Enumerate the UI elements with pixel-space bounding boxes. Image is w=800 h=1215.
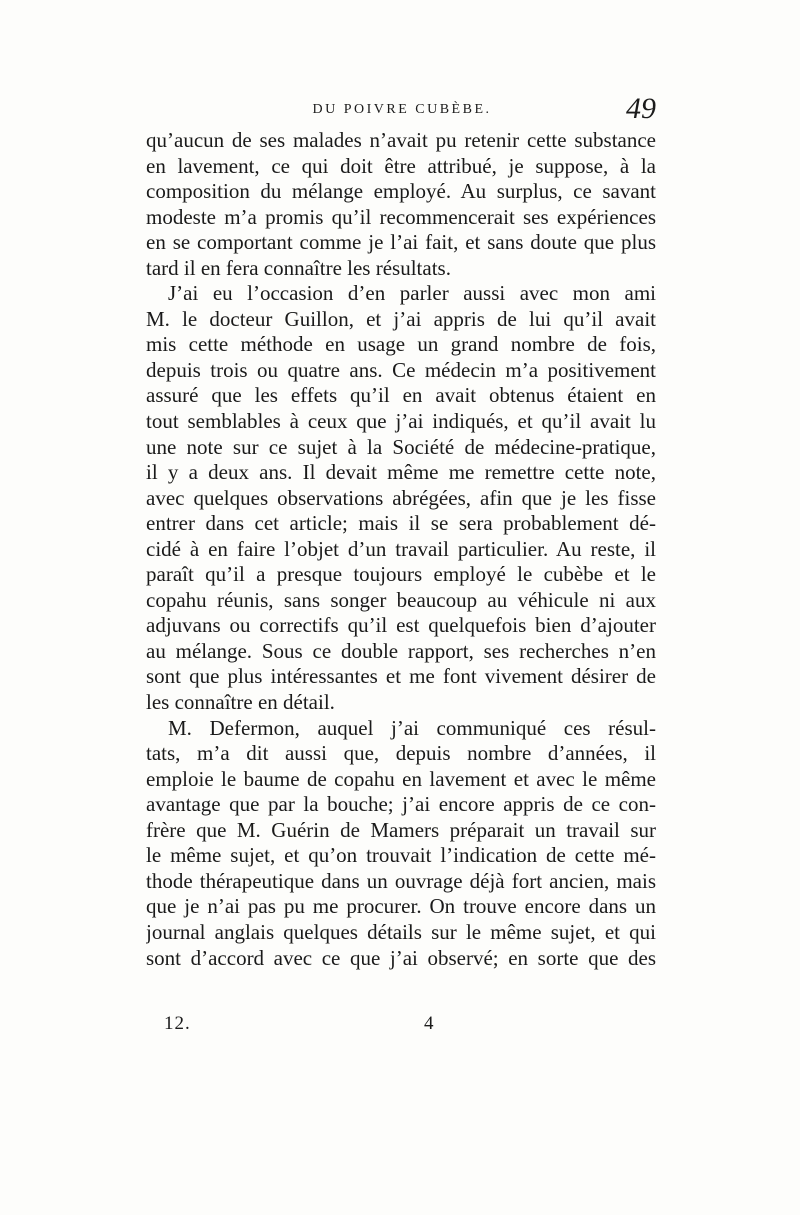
text-line: avec quelques observations abrégées, afin que je les fisse	[146, 485, 656, 510]
text-line: tats, m’a dit aussi que, depuis nombre d’années, il	[146, 741, 656, 766]
text-line: en lavement, ce qui doit être attribué, je suppose, à la	[146, 153, 656, 178]
paragraph-3	[146, 716, 656, 971]
text-line: depuis trois ou quatre ans. Ce médecin m’a positivement	[146, 357, 656, 382]
text-line: mis cette méthode en usage un grand nombre de fois,	[146, 332, 656, 357]
text-line: que je n’ai pas pu me procurer. On trouve encore dans un	[146, 894, 656, 919]
text-line: assuré que les effets qu’il en avait obtenus étaient en	[146, 383, 656, 408]
paragraph-2	[146, 281, 656, 715]
text-line: qu’aucun de ses malades n’avait pu retenir cette substance	[146, 128, 656, 152]
paragraph-1	[146, 128, 656, 281]
text-line: M. Defermon, auquel j’ai communiqué ces résul-	[168, 715, 656, 740]
signature-mark: 12.	[164, 1013, 191, 1034]
text-line: le même sujet, et qu’on trouvait l’indication de cette mé-	[146, 843, 656, 868]
text-line: thode thérapeutique dans un ouvrage déjà fort ancien, mais	[146, 868, 656, 893]
text-line: frère que M. Guérin de Mamers préparait un travail sur	[146, 817, 656, 842]
text-line: journal anglais quelques détails sur le même sujet, et qui	[146, 919, 656, 944]
text-line: tout semblables à ceux que j’ai indiqués, et qu’il avait lu	[146, 409, 656, 434]
sheet-number: 4	[424, 1013, 434, 1034]
text-line: copahu réunis, sans songer beaucoup au véhicule ni aux	[146, 587, 656, 612]
page-number: 49	[626, 92, 656, 125]
text-line: sont d’accord avec ce que j’ai observé; en sorte que des	[146, 945, 656, 970]
text-line: entrer dans cet article; mais il se sera probablement dé-	[146, 511, 656, 536]
text-line: paraît qu’il a presque toujours employé le cubèbe et le	[146, 562, 656, 587]
text-line: emploie le baume de copahu en lavement et avec le même	[146, 766, 656, 791]
text-line: au mélange. Sous ce double rapport, ses recherches n’en	[146, 638, 656, 663]
text-line: tard il en fera connaître les résultats.	[146, 255, 451, 280]
text-line: il y a deux ans. Il devait même me remettre cette note,	[146, 460, 656, 485]
text-line: en se comportant comme je l’ai fait, et sans doute que plus	[146, 230, 656, 255]
text-line: composition du mélange employé. Au surplus, ce savant	[146, 179, 656, 204]
text-line: sont que plus intéressantes et me font vivement désirer de	[146, 664, 656, 689]
running-title: DU POIVRE CUBÈBE.	[312, 102, 492, 117]
text-line: avantage que par la bouche; j’ai encore appris de ce con-	[146, 792, 656, 817]
text-line: modeste m’a promis qu’il recommencerait ses expériences	[146, 204, 656, 229]
text-line: cidé à en faire l’objet d’un travail particulier. Au reste, il	[146, 536, 656, 561]
body-text	[146, 128, 656, 971]
text-line: J’ai eu l’occasion d’en parler aussi avec mon ami	[168, 281, 656, 306]
text-line: M. le docteur Guillon, et j’ai appris de lui qu’il avait	[146, 306, 656, 331]
page-footer	[164, 1013, 664, 1043]
text-line: une note sur ce sujet à la Société de médecine-pratique,	[146, 434, 656, 459]
text-line: les connaître en détail.	[146, 690, 335, 715]
text-line: adjuvans ou correctifs qu’il est quelquefois bien d’ajouter	[146, 613, 656, 638]
